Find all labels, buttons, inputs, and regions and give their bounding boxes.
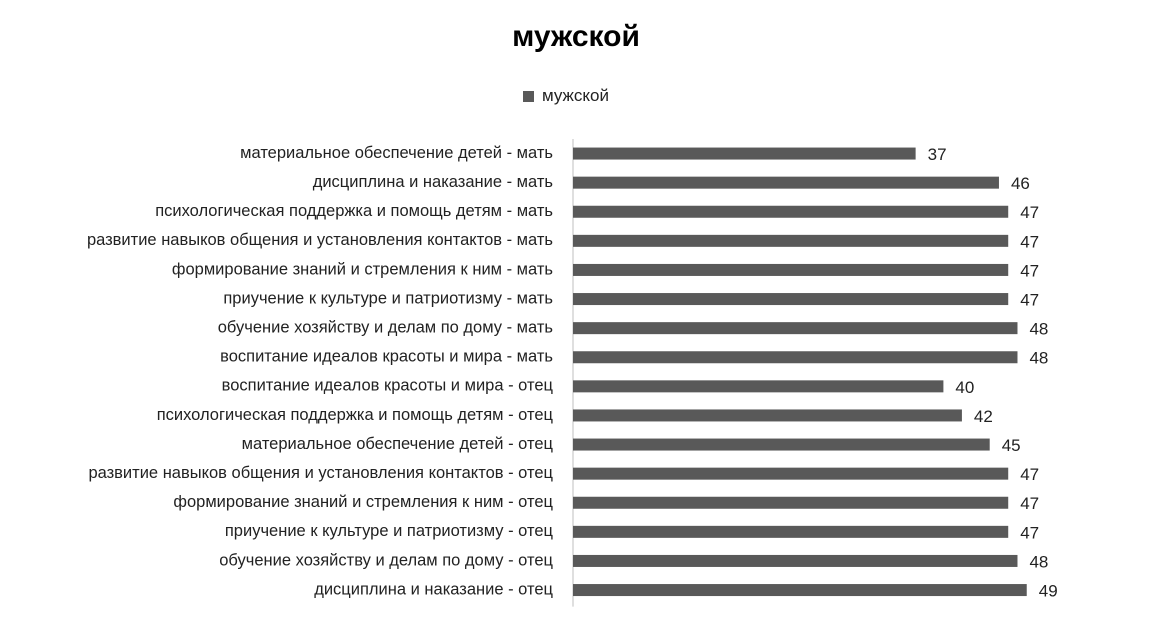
category-label: приучение к культуре и патриотизму - мать <box>223 289 553 308</box>
data-label: 49 <box>1038 581 1058 601</box>
data-label: 47 <box>1020 465 1040 485</box>
bar <box>573 264 1008 276</box>
category-label: воспитание идеалов красоты и мира - мать <box>220 347 553 366</box>
bar <box>573 584 1027 596</box>
category-label: развитие навыков общения и установления контактов - отец <box>88 464 553 483</box>
chart-title: мужской <box>512 20 640 53</box>
data-label: 47 <box>1020 290 1040 310</box>
bar <box>573 206 1008 218</box>
data-label: 37 <box>927 145 947 165</box>
data-label: 47 <box>1020 232 1040 252</box>
bar <box>573 293 1008 305</box>
bar <box>573 235 1008 247</box>
category-label: материальное обеспечение детей - мать <box>240 143 553 162</box>
bar <box>573 439 990 451</box>
category-label: обучение хозяйству и делам по дому - мать <box>217 318 553 337</box>
bar <box>573 322 1017 334</box>
bar <box>573 468 1008 480</box>
bar <box>573 409 962 421</box>
bar <box>573 526 1008 538</box>
data-label: 48 <box>1029 552 1049 572</box>
category-label: обучение хозяйству и делам по дому - отец <box>219 551 553 570</box>
category-label: развитие навыков общения и установления контактов - мать <box>86 231 553 250</box>
category-label: формирование знаний и стремления к ним - отец <box>173 493 553 512</box>
bar <box>573 380 943 392</box>
category-label: дисциплина и наказание - отец <box>314 580 553 599</box>
category-label: психологическая поддержка и помощь детям - отец <box>156 405 553 424</box>
category-label: материальное обеспечение детей - отец <box>241 434 553 453</box>
category-label: приучение к культуре и патриотизму - отец <box>224 522 553 541</box>
data-label: 46 <box>1010 174 1030 194</box>
data-label: 47 <box>1020 523 1040 543</box>
category-label: дисциплина и наказание - мать <box>312 173 553 192</box>
data-label: 47 <box>1020 203 1040 223</box>
bar <box>573 497 1008 509</box>
data-label: 47 <box>1020 494 1040 514</box>
category-label: воспитание идеалов красоты и мира - отец <box>221 376 553 395</box>
data-label: 48 <box>1029 319 1049 339</box>
data-label: 40 <box>955 377 975 397</box>
bar <box>573 555 1017 567</box>
category-label: психологическая поддержка и помощь детям - мать <box>155 202 553 221</box>
data-label: 42 <box>973 406 993 426</box>
bar <box>573 351 1017 363</box>
bar <box>573 177 999 189</box>
data-label: 47 <box>1020 261 1040 281</box>
category-label: формирование знаний и стремления к ним - мать <box>171 260 553 279</box>
data-label: 48 <box>1029 348 1049 368</box>
bar <box>573 148 916 160</box>
legend-label: мужской <box>541 86 610 105</box>
data-label: 45 <box>1001 436 1021 456</box>
